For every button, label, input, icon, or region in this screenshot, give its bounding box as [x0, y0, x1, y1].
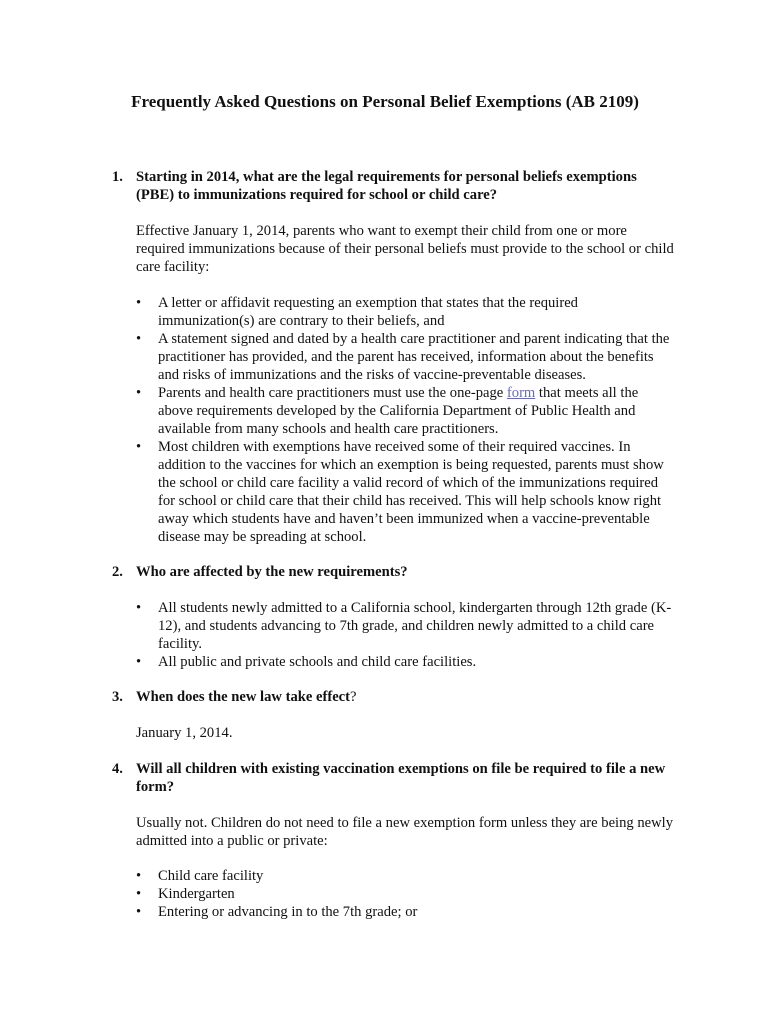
- list-item: [136, 599, 676, 653]
- question-text-bold: When does the new law take effect: [136, 689, 351, 705]
- list-item: [136, 885, 676, 903]
- list-item: [136, 653, 676, 671]
- bullet-icon: •: [136, 439, 142, 455]
- question-text: Will all children with existing vaccination exemptions on file be required to file a new form?: [136, 761, 666, 795]
- list-item-text: Most children with exemptions have received some of their required vaccines. In addition to the vaccines for which an exemption is being requested, parents must show the school or child care facility a valid record of which of the immunizations required for school or child care that their child has received. This will help schools know right away which students have and haven’t been immunized when a vaccine-preventable disease may be spreading at school.: [158, 439, 664, 545]
- bullet-icon: •: [136, 385, 142, 401]
- bullet-list: [136, 867, 676, 921]
- question-text: Starting in 2014, what are the legal requirements for personal beliefs exemptions (PBE) to immunizations required for school or child care?: [136, 169, 637, 203]
- answer-paragraph: January 1, 2014.: [136, 725, 233, 741]
- list-item: [136, 330, 676, 384]
- answer-paragraph: Effective January 1, 2014, parents who want to exempt their child from one or more required immunizations because of their personal beliefs must provide to the school or child care facility:: [136, 223, 674, 275]
- list-item-text: A letter or affidavit requesting an exemption that states that the required immunization(s) are contrary to their beliefs, and: [158, 295, 578, 329]
- question-2-heading: [112, 563, 672, 581]
- question-3-heading: [112, 688, 672, 706]
- list-item: [136, 867, 676, 885]
- question-1-heading: [112, 168, 672, 204]
- list-item-text: A statement signed and dated by a health care practitioner and parent indicating that the practitioner has provided, and the parent has received, information about the benefits and risks of immunizations and the risks of vaccine-preventable diseases.: [158, 331, 670, 383]
- answer-paragraph: Usually not. Children do not need to file a new exemption form unless they are being newly admitted into a public or private:: [136, 815, 674, 849]
- bullet-icon: •: [136, 295, 142, 311]
- list-item: [136, 384, 676, 438]
- list-item-text: Kindergarten: [158, 886, 235, 902]
- question-number: 3.: [112, 689, 123, 705]
- list-item: [136, 438, 676, 546]
- question-text: [136, 688, 672, 706]
- list-item: [136, 903, 676, 921]
- list-item-text: Entering or advancing in to the 7th grade; or: [158, 904, 418, 920]
- list-item: [136, 294, 676, 330]
- question-mark: ?: [350, 689, 357, 705]
- bullet-icon: •: [136, 886, 142, 902]
- question-number: 1.: [112, 169, 123, 185]
- page-title: Frequently Asked Questions on Personal Belief Exemptions (AB 2109): [131, 92, 639, 111]
- bullet-list: [136, 294, 676, 546]
- list-item-text: All students newly admitted to a California school, kindergarten through 12th grade (K-12), and students advancing to 7th grade, and children newly admitted to a child care facility.: [158, 600, 672, 652]
- list-item-text: All public and private schools and child care facilities.: [158, 654, 477, 670]
- question-text: Who are affected by the new requirements?: [136, 564, 408, 580]
- bullet-list: [136, 599, 676, 671]
- list-item-text: Child care facility: [158, 868, 264, 884]
- bullet-icon: •: [136, 600, 142, 616]
- list-item-text-before: Parents and health care practitioners must use the one-page: [158, 385, 507, 401]
- form-link[interactable]: form: [506, 385, 536, 401]
- bullet-icon: •: [136, 654, 142, 670]
- question-number: 2.: [112, 564, 123, 580]
- list-item-text-after: that meets all the above requirements developed by the California Department of Public Health and available from many schools and health care practitioners.: [158, 385, 639, 437]
- bullet-icon: •: [136, 331, 142, 347]
- question-4-heading: [112, 760, 672, 796]
- bullet-icon: •: [136, 904, 142, 920]
- question-number: 4.: [112, 761, 123, 777]
- bullet-icon: •: [136, 868, 142, 884]
